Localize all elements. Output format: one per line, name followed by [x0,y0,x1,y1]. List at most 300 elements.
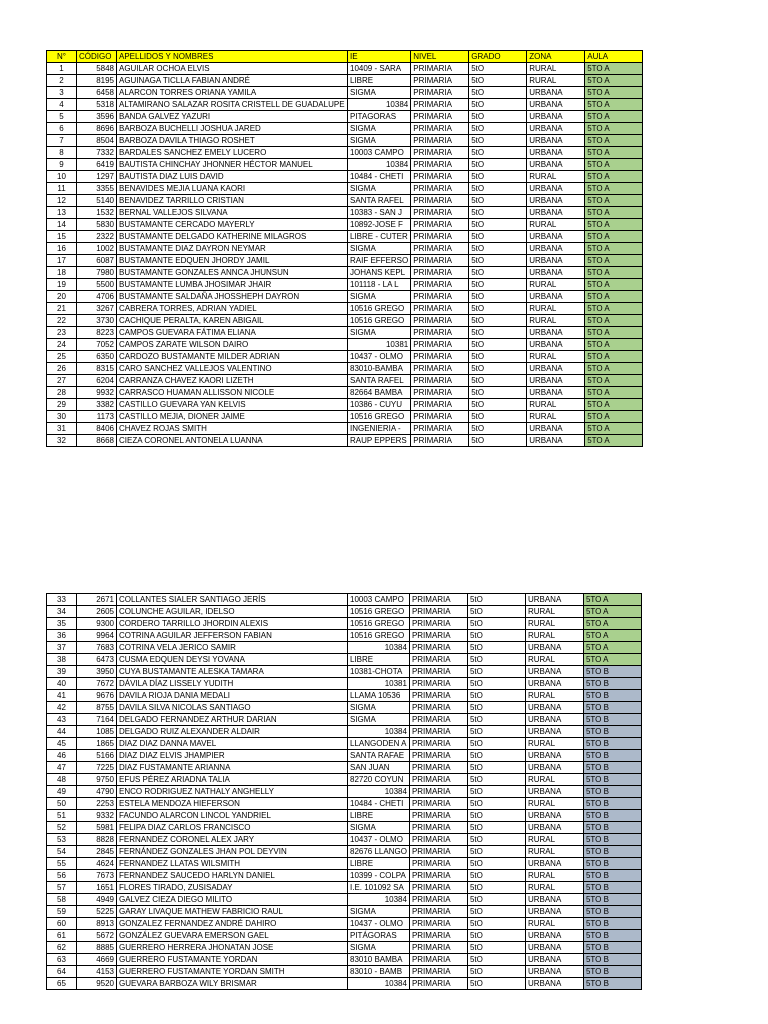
row-codigo: 7052 [77,339,117,351]
row-ie: SIGMA [348,183,411,195]
row-aula: 5TO B [583,762,641,774]
row-codigo: 8223 [77,327,117,339]
row-nombre: FERNANDEZ LLATAS WILSMITH [117,858,348,870]
table-row [47,219,643,231]
row-nombre: CORDERO TARRILLO JHORDIN ALEXIS [117,618,348,630]
table-row [47,207,643,219]
row-number: 50 [47,798,77,810]
row-nivel: PRIMARIA [411,147,469,159]
row-ie: 10437 - OLMO [348,918,410,930]
row-number: 29 [47,399,77,411]
table-row [47,798,642,810]
row-ie: 82676 LLANGO [348,846,410,858]
row-zona: RURAL [527,219,585,231]
row-grado: 5tO [467,714,525,726]
row-aula: 5TO A [585,303,643,315]
row-nombre: GUERRERO HERRERA JHONATAN JOSE [117,942,348,954]
row-nombre: DIAZ DIAZ ELVIS JHAMPIER [117,750,348,762]
row-ie: LIBRE [348,75,411,87]
table-row [47,255,643,267]
row-grado: 5tO [467,762,525,774]
row-ie: 10437 - OLMO [348,834,410,846]
row-zona: RURAL [525,846,583,858]
row-codigo: 8828 [77,834,117,846]
table-row [47,678,642,690]
row-aula: 5TO A [585,87,643,99]
table-row [47,171,643,183]
table-row [47,834,642,846]
row-grado: 5tO [469,351,527,363]
row-aula: 5TO A [583,654,641,666]
row-number: 23 [47,327,77,339]
row-nivel: PRIMARIA [409,594,467,606]
row-codigo: 2845 [77,846,117,858]
row-zona: URBANA [527,327,585,339]
row-number: 27 [47,375,77,387]
row-grado: 5tO [469,147,527,159]
row-zona: RURAL [527,303,585,315]
row-zona: URBANA [527,183,585,195]
row-grado: 5tO [469,399,527,411]
row-number: 3 [47,87,77,99]
row-grado: 5tO [469,267,527,279]
table-row [47,231,643,243]
row-nivel: PRIMARIA [409,690,467,702]
row-nivel: PRIMARIA [409,798,467,810]
row-number: 4 [47,99,77,111]
row-nombre: CAMPOS ZARATE WILSON DAIRO [117,339,348,351]
row-ie: 10003 CAMPO [348,147,411,159]
row-ie: JOHANS KEPL [348,267,411,279]
row-ie: LIBRE - CUTER [348,231,411,243]
row-codigo: 8668 [77,435,117,447]
row-codigo: 6473 [77,654,117,666]
table-row [47,147,643,159]
row-zona: URBANA [527,99,585,111]
table-row [47,411,643,423]
row-zona: RURAL [525,630,583,642]
table-row [47,183,643,195]
row-codigo: 7673 [77,870,117,882]
row-codigo: 1002 [77,243,117,255]
row-ie: RAUP EPPERS [348,435,411,447]
row-ie: 10399 - COLPA [348,870,410,882]
row-number: 11 [47,183,77,195]
row-ie: INGENIERIA - [348,423,411,435]
row-codigo: 5830 [77,219,117,231]
row-codigo: 6458 [77,87,117,99]
row-codigo: 1085 [77,726,117,738]
row-nombre: CUYA BUSTAMANTE ALESKA TAMARA [117,666,348,678]
row-aula: 5TO B [583,690,641,702]
row-nombre: GUEVARA BARBOZA WILY BRISMAR [117,978,348,990]
row-grado: 5tO [467,966,525,978]
row-nivel: PRIMARIA [409,774,467,786]
row-aula: 5TO B [583,930,641,942]
table-row [47,726,642,738]
row-aula: 5TO B [583,906,641,918]
row-nivel: PRIMARIA [409,942,467,954]
row-aula: 5TO A [585,399,643,411]
row-grado: 5tO [469,387,527,399]
row-aula: 5TO B [583,810,641,822]
row-ie: 10386 - CUYU [348,399,411,411]
row-grado: 5tO [469,111,527,123]
row-grado: 5tO [467,786,525,798]
row-grado: 5tO [467,750,525,762]
row-nivel: PRIMARIA [409,750,467,762]
row-zona: RURAL [527,171,585,183]
row-nivel: PRIMARIA [411,267,469,279]
row-nombre: BENAVIDEZ TARRILLO CRISTIAN [117,195,348,207]
row-ie: RAIF EFFERSO [348,255,411,267]
row-nombre: COTRINA VELA JERICO SAMIR [117,642,348,654]
row-aula: 5TO A [585,171,643,183]
row-zona: URBANA [525,786,583,798]
row-codigo: 9332 [77,810,117,822]
row-nivel: PRIMARIA [411,255,469,267]
row-nivel: PRIMARIA [411,375,469,387]
row-aula: 5TO B [583,870,641,882]
row-number: 44 [47,726,77,738]
row-nivel: PRIMARIA [411,195,469,207]
row-codigo: 3382 [77,399,117,411]
row-zona: URBANA [525,930,583,942]
table-row [47,774,642,786]
row-nivel: PRIMARIA [409,870,467,882]
row-grado: 5tO [467,954,525,966]
row-aula: 5TO A [585,219,643,231]
row-number: 43 [47,714,77,726]
row-codigo: 9676 [77,690,117,702]
row-zona: URBANA [527,147,585,159]
row-ie: SIGMA [348,714,410,726]
row-aula: 5TO A [585,243,643,255]
row-grado: 5tO [469,135,527,147]
row-ie: 10516 GREGO [348,630,410,642]
row-grado: 5tO [469,183,527,195]
row-zona: RURAL [525,774,583,786]
row-codigo: 8504 [77,135,117,147]
row-nivel: PRIMARIA [409,966,467,978]
row-codigo: 1297 [77,171,117,183]
row-ie: 10516 GREGO [348,303,411,315]
row-aula: 5TO B [583,954,641,966]
table-row [47,243,643,255]
row-grado: 5tO [467,642,525,654]
table-row [47,654,642,666]
row-number: 34 [47,606,77,618]
row-aula: 5TO A [583,630,641,642]
row-codigo: 3596 [77,111,117,123]
row-nombre: FERNANDEZ SAUCEDO HARLYN DANIEL [117,870,348,882]
row-nombre: BUSTAMANTE GONZALES ANNCA JHUNSUN [117,267,348,279]
row-zona: URBANA [525,810,583,822]
row-nivel: PRIMARIA [409,810,467,822]
row-grado: 5tO [467,594,525,606]
row-nombre: EFUS PÉREZ ARIADNA TALIA [117,774,348,786]
row-zona: URBANA [527,135,585,147]
row-number: 17 [47,255,77,267]
row-aula: 5TO A [585,147,643,159]
row-grado: 5tO [469,423,527,435]
row-ie: 10437 - OLMO [348,351,411,363]
row-ie: SANTA RAFEL [348,375,411,387]
row-nombre: CARRASCO HUAMAN ALLISSON NICOLE [117,387,348,399]
row-zona: URBANA [527,267,585,279]
row-number: 58 [47,894,77,906]
row-ie: SANTA RAFAE [348,750,410,762]
row-ie: SIGMA [348,243,411,255]
row-number: 30 [47,411,77,423]
row-aula: 5TO B [583,666,641,678]
student-table-1 [46,50,643,447]
row-nombre: DAVILA RIOJA DANIA MEDALI [117,690,348,702]
row-nivel: PRIMARIA [411,87,469,99]
row-ie: 83010 - BAMB [348,966,410,978]
row-zona: URBANA [525,594,583,606]
table-row [47,882,642,894]
row-aula: 5TO B [583,858,641,870]
row-aula: 5TO A [583,642,641,654]
row-zona: URBANA [527,159,585,171]
row-zona: RURAL [525,738,583,750]
row-nombre: CAMPOS GUEVARA FÁTIMA ELIANA [117,327,348,339]
row-nivel: PRIMARIA [411,99,469,111]
table-row [47,399,643,411]
row-number: 12 [47,195,77,207]
table-row [47,123,643,135]
row-ie: PITAGORAS [348,111,411,123]
table-row [47,810,642,822]
row-nivel: PRIMARIA [409,894,467,906]
table-row [47,954,642,966]
table-row [47,942,642,954]
row-nombre: BUSTAMANTE CERCADO MAYERLY [117,219,348,231]
row-zona: RURAL [525,918,583,930]
row-zona: URBANA [525,906,583,918]
row-nivel: PRIMARIA [411,123,469,135]
table-row [47,351,643,363]
row-grado: 5tO [469,315,527,327]
row-grado: 5tO [469,303,527,315]
row-grado: 5tO [467,606,525,618]
row-zona: URBANA [527,339,585,351]
row-grado: 5tO [467,882,525,894]
row-number: 59 [47,906,77,918]
table-row [47,327,643,339]
table-row [47,387,643,399]
row-ie: 10516 GREGO [348,411,411,423]
row-nombre: ALTAMIRANO SALAZAR ROSITA CRISTELL DE GUADALUPE [117,99,348,111]
header-row [47,51,643,63]
row-ie: SIGMA [348,327,411,339]
table-row [47,930,642,942]
row-zona: RURAL [525,870,583,882]
row-nivel: PRIMARIA [409,714,467,726]
table-row [47,870,642,882]
row-grado: 5tO [467,810,525,822]
row-codigo: 2322 [77,231,117,243]
row-nombre: CASTILLO GUEVARA YAN KELVIS [117,399,348,411]
row-ie: 10381 [348,678,410,690]
row-aula: 5TO A [585,63,643,75]
row-grado: 5tO [469,171,527,183]
table-row [47,642,642,654]
row-ie: SIGMA [348,87,411,99]
row-nivel: PRIMARIA [409,678,467,690]
row-aula: 5TO B [583,942,641,954]
row-ie: 10003 CAMPO [348,594,410,606]
row-grado: 5tO [469,219,527,231]
row-nombre: DAVILA SILVA NICOLAS SANTIAGO [117,702,348,714]
row-ie: LLANGODEN A [348,738,410,750]
row-zona: URBANA [527,243,585,255]
row-nivel: PRIMARIA [409,954,467,966]
row-number: 60 [47,918,77,930]
student-table-2 [46,593,642,990]
row-codigo: 3730 [77,315,117,327]
row-ie: 83010 BAMBA [348,954,410,966]
row-aula: 5TO A [585,435,643,447]
row-codigo: 6350 [77,351,117,363]
row-zona: RURAL [527,351,585,363]
row-nombre: AGUINAGA TICLLA FABIAN ANDRÉ [117,75,348,87]
header-nombres: APELLIDOS Y NOMBRES [117,51,348,63]
table-row [47,87,643,99]
row-number: 45 [47,738,77,750]
row-aula: 5TO A [585,207,643,219]
row-grado: 5tO [469,279,527,291]
row-codigo: 7225 [77,762,117,774]
row-zona: RURAL [527,63,585,75]
table-row [47,618,642,630]
row-ie: LIBRE [348,858,410,870]
row-zona: RURAL [527,399,585,411]
row-aula: 5TO A [585,423,643,435]
table-row [47,978,642,990]
row-grado: 5tO [469,99,527,111]
row-aula: 5TO A [585,339,643,351]
row-nombre: BAUTISTA CHINCHAY JHONNER HÉCTOR MANUEL [117,159,348,171]
row-grado: 5tO [469,255,527,267]
row-grado: 5tO [467,870,525,882]
row-ie: SIGMA [348,291,411,303]
row-nombre: BUSTAMANTE LUMBA JHOSIMAR JHAIR [117,279,348,291]
row-ie: 10516 GREGO [348,606,410,618]
row-nivel: PRIMARIA [411,411,469,423]
row-codigo: 3950 [77,666,117,678]
row-ie: 83010-BAMBA [348,363,411,375]
table-row [47,594,642,606]
table-row [47,822,642,834]
row-aula: 5TO B [583,726,641,738]
row-number: 52 [47,822,77,834]
row-grado: 5tO [467,702,525,714]
row-number: 20 [47,291,77,303]
row-ie: 10516 GREGO [348,315,411,327]
row-ie: SANTA RAFEL [348,195,411,207]
row-nombre: CACHIQUE PERALTA, KAREN ABIGAIL [117,315,348,327]
row-codigo: 3355 [77,183,117,195]
row-grado: 5tO [469,375,527,387]
row-nivel: PRIMARIA [411,279,469,291]
row-nombre: COLUNCHE AGUILAR, IDELSO [117,606,348,618]
row-number: 64 [47,966,77,978]
row-nivel: PRIMARIA [411,399,469,411]
row-nivel: PRIMARIA [409,630,467,642]
row-ie: 10384 [348,894,410,906]
row-aula: 5TO A [585,375,643,387]
row-nivel: PRIMARIA [409,654,467,666]
row-nivel: PRIMARIA [409,978,467,990]
row-number: 28 [47,387,77,399]
row-ie: SAN JUAN [348,762,410,774]
row-aula: 5TO A [585,279,643,291]
row-nivel: PRIMARIA [409,834,467,846]
row-nivel: PRIMARIA [409,930,467,942]
table-row [47,738,642,750]
row-zona: RURAL [527,315,585,327]
row-nivel: PRIMARIA [409,822,467,834]
row-aula: 5TO B [583,774,641,786]
row-grado: 5tO [467,618,525,630]
row-aula: 5TO A [585,99,643,111]
row-number: 57 [47,882,77,894]
row-grado: 5tO [469,207,527,219]
table-row [47,315,643,327]
row-nombre: BENAVIDES MEJIA LUANA KAORI [117,183,348,195]
row-nombre: ESTELA MENDOZA HIEFERSON [117,798,348,810]
row-codigo: 2605 [77,606,117,618]
table-row [47,894,642,906]
row-number: 19 [47,279,77,291]
row-codigo: 1532 [77,207,117,219]
row-ie: 10381 [348,339,411,351]
row-nivel: PRIMARIA [411,423,469,435]
table-row [47,690,642,702]
row-codigo: 4949 [77,894,117,906]
row-nombre: BARBOZA BUCHELLI JOSHUA JARED [117,123,348,135]
row-aula: 5TO B [583,822,641,834]
row-aula: 5TO A [585,267,643,279]
row-ie: 10384 [348,99,411,111]
row-zona: URBANA [525,750,583,762]
row-codigo: 4669 [77,954,117,966]
row-zona: RURAL [525,606,583,618]
row-aula: 5TO A [585,327,643,339]
row-nombre: DELGADO RUIZ ALEXANDER ALDAIR [117,726,348,738]
row-nombre: FLORES TIRADO, ZUSISADAY [117,882,348,894]
row-aula: 5TO B [583,678,641,690]
table-row [47,435,643,447]
header-n: N° [47,51,77,63]
row-nivel: PRIMARIA [409,606,467,618]
row-number: 65 [47,978,77,990]
row-codigo: 8406 [77,423,117,435]
header-aula: AULA [585,51,643,63]
row-grado: 5tO [469,75,527,87]
row-aula: 5TO A [585,111,643,123]
row-nombre: BARBOZA DAVILA THIAGO ROSHET [117,135,348,147]
row-ie: 10516 GREGO [348,618,410,630]
table-row [47,267,643,279]
row-codigo: 1173 [77,411,117,423]
row-codigo: 5500 [77,279,117,291]
row-aula: 5TO A [585,195,643,207]
row-number: 37 [47,642,77,654]
row-nombre: BARDALES SANCHEZ EMELY LUCERO [117,147,348,159]
